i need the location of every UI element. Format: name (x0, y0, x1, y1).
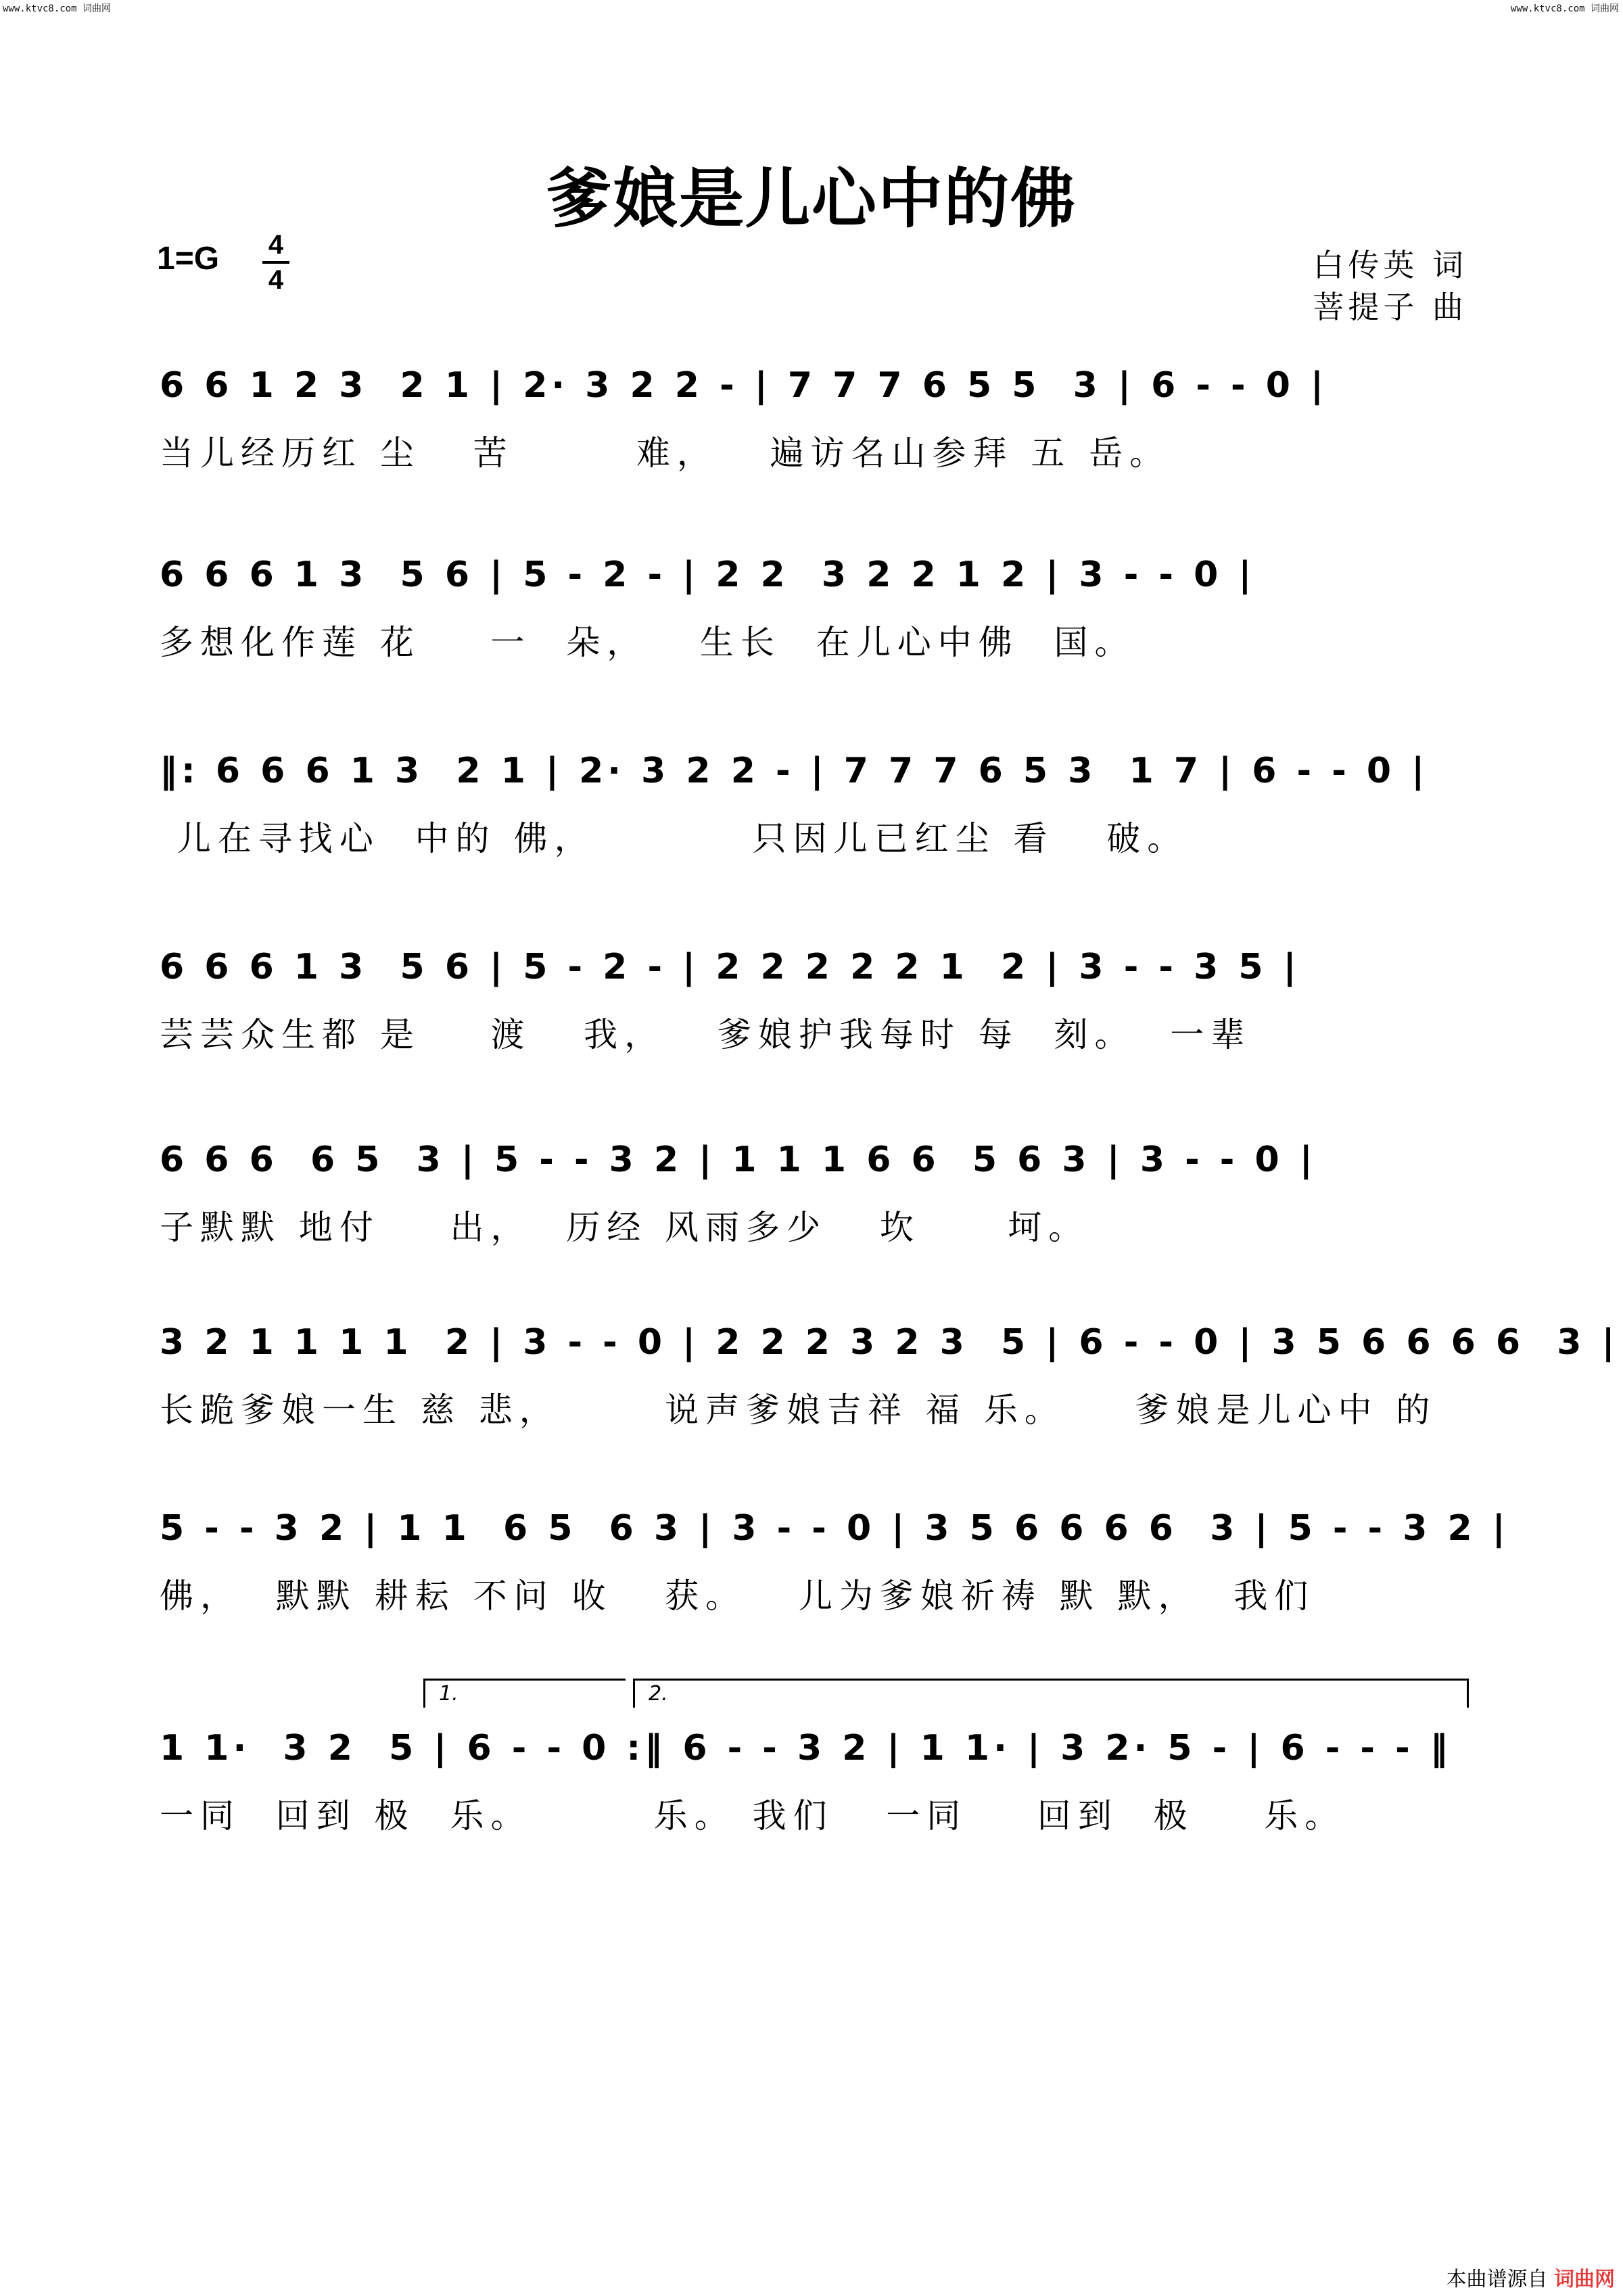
lyric-line: 芸芸众生都 是 渡 我， 爹娘护我每时 每 刻。 一辈 (160, 1015, 1252, 1054)
watermark-right: www.ktvc8.com 词曲网 (1510, 3, 1619, 14)
second-ending-bracket (633, 1679, 1469, 1708)
score-row-4 (160, 933, 1472, 1069)
lyric-line: 当儿经历红 尘 苦 难， 遍访名山参拜 五 岳。 (160, 434, 1171, 473)
lyric-line: 一同 回到 极 乐。 乐。 我们 一同 回到 极 乐。 (160, 1796, 1346, 1835)
score-row-5 (160, 1126, 1472, 1261)
lyric-line: 多想化作莲 花 一 朵， 生长 在儿心中佛 国。 (160, 623, 1135, 662)
score-row-8 (160, 1714, 1472, 1850)
score-row-6 (160, 1309, 1619, 1444)
composer-credit: 菩提子 曲 (1313, 289, 1467, 325)
watermark-left: www.ktvc8.com 词曲网 (3, 3, 112, 14)
time-signature-bar (262, 261, 289, 264)
notation-line: 3 2 1 1 1 1 2 | 3 - - 0 | 2 2 2 3 2 3 5 | 6 - - 0 | 3 5 6 6 6 6 3 | (160, 1322, 1619, 1363)
notation-line: 6 6 6 6 5 3 | 5 - - 3 2 | 1 1 1 6 6 5 6 3 | 3 - - 0 | (160, 1140, 1317, 1180)
time-signature (262, 230, 289, 295)
second-ending-label: 2. (649, 1682, 668, 1706)
footer-text: 本曲谱源自 (1446, 2268, 1548, 2291)
footer-source (1446, 2262, 1615, 2292)
page-title: 爹娘是儿心中的佛 (546, 160, 1077, 237)
lyric-line: 儿在寻找心 中的 佛， 只因儿已红尘 看 破。 (160, 819, 1188, 858)
score-row-1 (160, 352, 1472, 487)
key-signature: 1=G (157, 241, 220, 277)
notation-line: 6 6 6 1 3 5 6 | 5 - 2 - | 2 2 2 2 2 1 2 | 3 - - 3 5 | (160, 947, 1300, 987)
first-ending-bracket (423, 1679, 626, 1708)
score-row-2 (160, 541, 1472, 676)
lyricist-credit: 白传英 词 (1313, 247, 1467, 283)
time-signature-numerator: 4 (268, 230, 284, 260)
lyric-line: 佛， 默默 耕耘 不问 收 获。 儿为爹娘祈祷 默 默， 我们 (160, 1576, 1315, 1616)
first-ending-label: 1. (439, 1682, 458, 1706)
footer-brand[interactable]: 词曲网 (1554, 2268, 1615, 2291)
notation-line: 5 - - 3 2 | 1 1 6 5 6 3 | 3 - - 0 | 3 5 6 6 6 6 3 | 5 - - 3 2 | (160, 1508, 1509, 1549)
notation-line: 6 6 6 1 3 5 6 | 5 - 2 - | 2 2 3 2 2 1 2 | 3 - - 0 | (160, 555, 1256, 595)
lyric-line: 长跪爹娘一生 慈 悲， 说声爹娘吉祥 福 乐。 爹娘是儿心中 的 (160, 1390, 1437, 1430)
notation-line: 6 6 1 2 3 2 1 | 2· 3 2 2 - | 7 7 7 6 5 5 3 | 6 - - 0 | (160, 365, 1327, 406)
notation-line: ‖: 6 6 6 1 3 2 1 | 2· 3 2 2 - | 7 7 7 6 5 3 1 7 | 6 - - 0 | (160, 751, 1429, 791)
score-row-3 (160, 737, 1472, 872)
notation-line: 1 1· 3 2 5 | 6 - - 0 :‖ 6 - - 3 2 | 1 1· | 3 2· 5 - | 6 - - - ‖ (160, 1728, 1452, 1768)
score-row-7 (160, 1495, 1509, 1630)
lyric-line: 子默默 地付 出， 历经 风雨多少 坎 坷。 (160, 1208, 1089, 1247)
time-signature-denominator: 4 (268, 265, 284, 295)
